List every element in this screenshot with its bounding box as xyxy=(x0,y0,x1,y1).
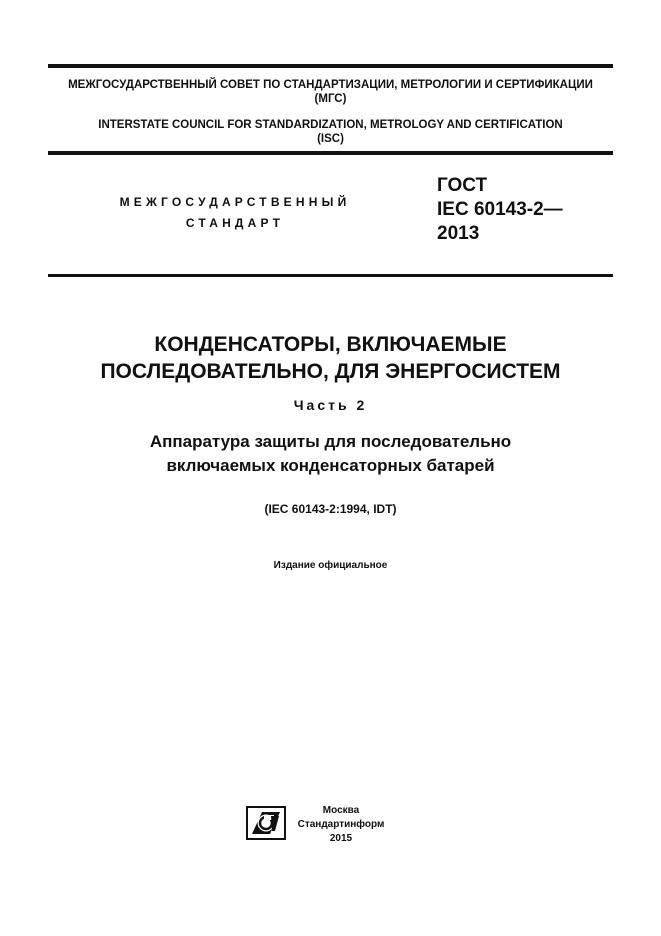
publisher-name: Стандартинформ xyxy=(297,819,385,830)
standard-label-line2: СТАНДАРТ xyxy=(185,216,285,230)
part-label: Часть 2 xyxy=(293,397,368,413)
document-subtitle xyxy=(40,430,621,478)
title-line1: КОНДЕНСАТОРЫ, ВКЛЮЧАЕМЫЕ xyxy=(154,333,507,356)
edition-note: Издание официальное xyxy=(273,560,388,571)
thin-rule xyxy=(48,274,613,277)
council-ru-abbr: (МГС) xyxy=(314,93,347,105)
council-ru-name: МЕЖГОСУДАРСТВЕННЫЙ СОВЕТ ПО СТАНДАРТИЗАЦИИ, МЕТРОЛОГИИ И СЕРТИФИКАЦИИ xyxy=(68,79,593,91)
document-title xyxy=(40,331,621,385)
council-en-name: INTERSTATE COUNCIL FOR STANDARDIZATION, METROLOGY AND CERTIFICATION xyxy=(98,119,563,131)
publisher-block xyxy=(296,804,386,846)
top-rule xyxy=(48,64,613,68)
publisher-city: Москва xyxy=(322,805,360,816)
iec-reference: (IEC 60143-2:1994, IDT) xyxy=(264,502,397,516)
standard-label-line1: МЕЖГОСУДАРСТВЕННЫЙ xyxy=(119,195,351,209)
designation-line3: 2013 xyxy=(437,223,480,244)
standard-designation xyxy=(437,174,563,246)
subtitle-line2: включаемых конденсаторных батарей xyxy=(166,456,495,475)
council-en-block xyxy=(48,118,613,146)
designation-line2: IEC 60143-2— xyxy=(437,199,563,220)
designation-line1: ГОСТ xyxy=(437,175,488,196)
publisher-year: 2015 xyxy=(329,833,353,844)
council-en-abbr: (ISC) xyxy=(317,133,344,145)
title-line2: ПОСЛЕДОВАТЕЛЬНО, ДЛЯ ЭНЕРГОСИСТЕМ xyxy=(100,360,561,383)
standard-label xyxy=(70,192,400,234)
council-ru-block xyxy=(48,78,613,106)
subtitle-line1: Аппаратура защиты для последовательно xyxy=(149,432,512,451)
middle-rule xyxy=(48,151,613,155)
standartinform-logo-icon xyxy=(246,806,286,840)
